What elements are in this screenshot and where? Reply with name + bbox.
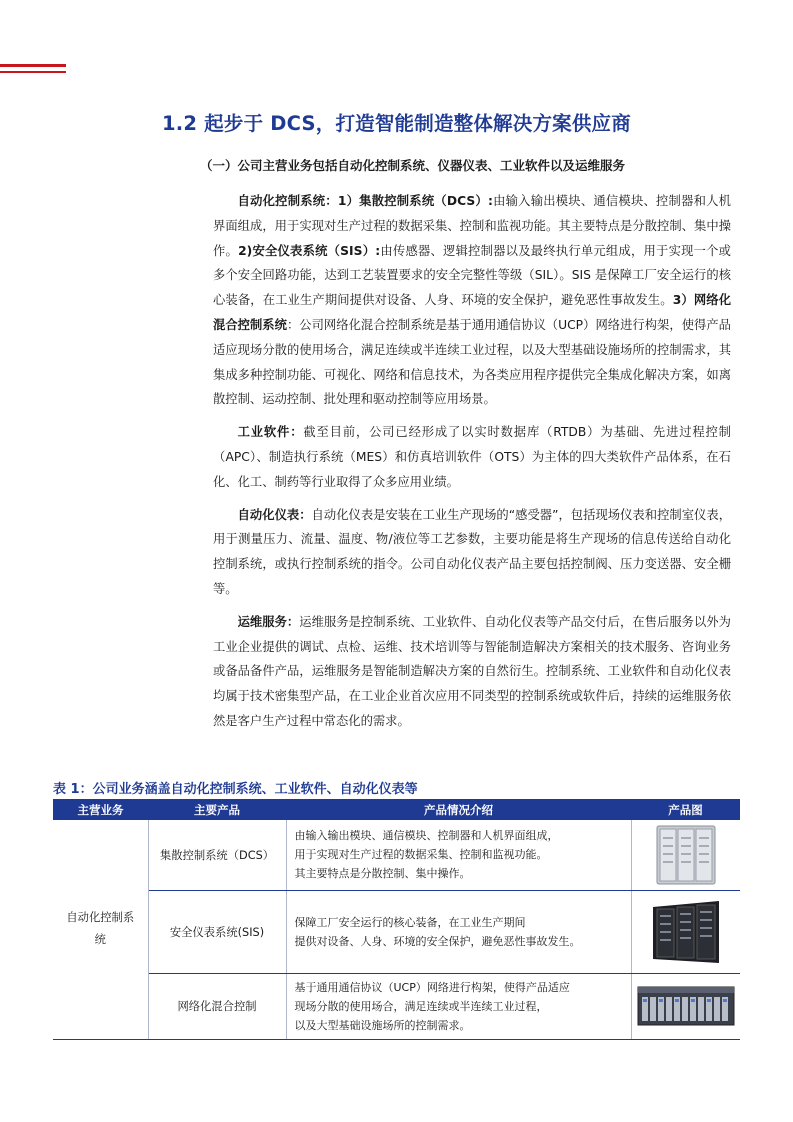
product-name: 集散控制系统（DCS） (148, 820, 286, 890)
product-name: 网络化混合控制 (148, 973, 286, 1039)
paragraph-text: 运维服务是控制系统、工业软件、自动化仪表等产品交付后，在售后服务以外为工业企业提供的调试、点检、运维、技术培训等与智能制造解决方案相关的技术服务、咨询业务或备品备件产品，运维服务是智能制造解决方案的自然衍生。控制系统、工业软件和自动化仪表均属于技术密集型产品，在工业企业首次应用不同类型的控制系统或软件后，持续的运维服务依然是客户生产过程中常态化的需求。 (213, 614, 731, 728)
lead-label: 工业软件： (237, 425, 304, 440)
lead-label: 自动化控制系统： (237, 194, 338, 208)
product-image-cell (631, 820, 740, 890)
category-label: 自动化控制系统 (66, 911, 135, 947)
dcs-cabinet-image (655, 824, 717, 886)
dcs-text: 由输入输出模块、通信模块、控制器和人机界面组成，用于实现对生产过程的数据采集、控制和监视功能。其主要特点是分散控制、集中操作。 (213, 194, 731, 258)
header-description: 产品情况介绍 (286, 799, 631, 820)
product-description (286, 820, 631, 890)
paragraph-instruments (213, 503, 731, 602)
description-line: 保障工厂安全运行的核心装备，在工业生产期间 (294, 915, 526, 929)
category-cell (53, 820, 148, 1039)
hybrid-label: 3）网络化混合控制系统 (213, 293, 731, 332)
product-image-cell (631, 890, 740, 973)
paragraph-om-services (213, 610, 731, 734)
header-decoration (0, 64, 66, 77)
body-text (213, 189, 731, 742)
description-line: 提供对设备、人身、环境的安全保护，避免恶性事故发生。 (294, 934, 581, 948)
sis-cabinet-image (649, 897, 723, 967)
table-row (53, 820, 740, 890)
hybrid-text: ：公司网络化混合控制系统是基于通用通信协议（UCP）网络进行构架，使得产品适应现场分散的使用场合，满足连续或半连续工业过程，以及大型基础设施场所的控制需求，其集成多种控制功能、可视化、网络和信息技术，为各类应用程序提供完全集成化解决方案，如离散控制、运动控制、批处理和驱动控制等应用场景。 (213, 317, 731, 407)
paragraph-control-systems (213, 189, 731, 412)
description-line: 以及大型基础设施场所的控制需求。 (294, 1018, 471, 1032)
product-description (286, 973, 631, 1039)
table-row (53, 890, 740, 973)
description-line: 基于通用通信协议（UCP）网络进行构架，使得产品适应 (294, 980, 570, 994)
header-image: 产品图 (631, 799, 740, 820)
sis-label: 2)安全仪表系统（SIS）: (238, 243, 381, 258)
product-image-cell (631, 973, 740, 1039)
header-business: 主营业务 (53, 799, 148, 820)
dcs-label: 1）集散控制系统（DCS）: (337, 194, 493, 208)
paragraph-industrial-software (213, 420, 731, 494)
product-name: 安全仪表系统(SIS) (148, 890, 286, 973)
paragraph-text: 自动化仪表是安装在工业生产现场的“感受器”，包括现场仪表和控制室仪表，用于测量压力、流量、温度、物/液位等工艺参数，主要功能是将生产现场的信息传送给自动化控制系统，或执行控制系统的指令。公司自动化仪表产品主要包括控制阀、压力变送器、安全栅等。 (213, 507, 731, 596)
table-row (53, 973, 740, 1039)
description-line: 其主要特点是分散控制、集中操作。 (294, 867, 471, 881)
decor-bar (0, 71, 66, 73)
subheading: （一）公司主营业务包括自动化控制系统、仪器仪表、工业软件以及运维服务 (200, 158, 626, 173)
description-line: 由输入输出模块、通信模块、控制器和人机界面组成， (294, 829, 559, 843)
description-line: 现场分散的使用场合，满足连续或半连续工业过程， (294, 999, 548, 1013)
sis-text: 由传感器、逻辑控制器以及最终执行单元组成，用于实现一个或多个安全回路功能，达到工艺装置要求的安全完整性等级（SIL）。SIS 是保障工厂安全运行的核心装备，在工业生产期间提供对设备、人身、环境的安全保护，避免恶性事故发生。 (213, 243, 731, 308)
lead-label: 运维服务： (237, 614, 300, 629)
decor-bar (0, 64, 66, 67)
section-title: 1.2 起步于 DCS，打造智能制造整体解决方案供应商 (162, 112, 631, 135)
header-product: 主要产品 (148, 799, 286, 820)
paragraph-text: 截至目前，公司已经形成了以实时数据库（RTDB）为基础、先进过程控制（APC）、制造执行系统（MES）和仿真培训软件（OTS）为主体的四大类软件产品体系，在石化、化工、制药等行业取得了众多应用业绩。 (213, 425, 731, 489)
hybrid-controller-image (636, 983, 736, 1029)
description-line: 用于实现对生产过程的数据采集、控制和监视功能。 (294, 848, 548, 862)
table-caption: 表 1：公司业务涵盖自动化控制系统、工业软件、自动化仪表等 (53, 782, 418, 797)
product-description (286, 890, 631, 973)
table-header-row (53, 799, 740, 820)
product-table (53, 799, 740, 1040)
lead-label: 自动化仪表： (237, 507, 312, 522)
